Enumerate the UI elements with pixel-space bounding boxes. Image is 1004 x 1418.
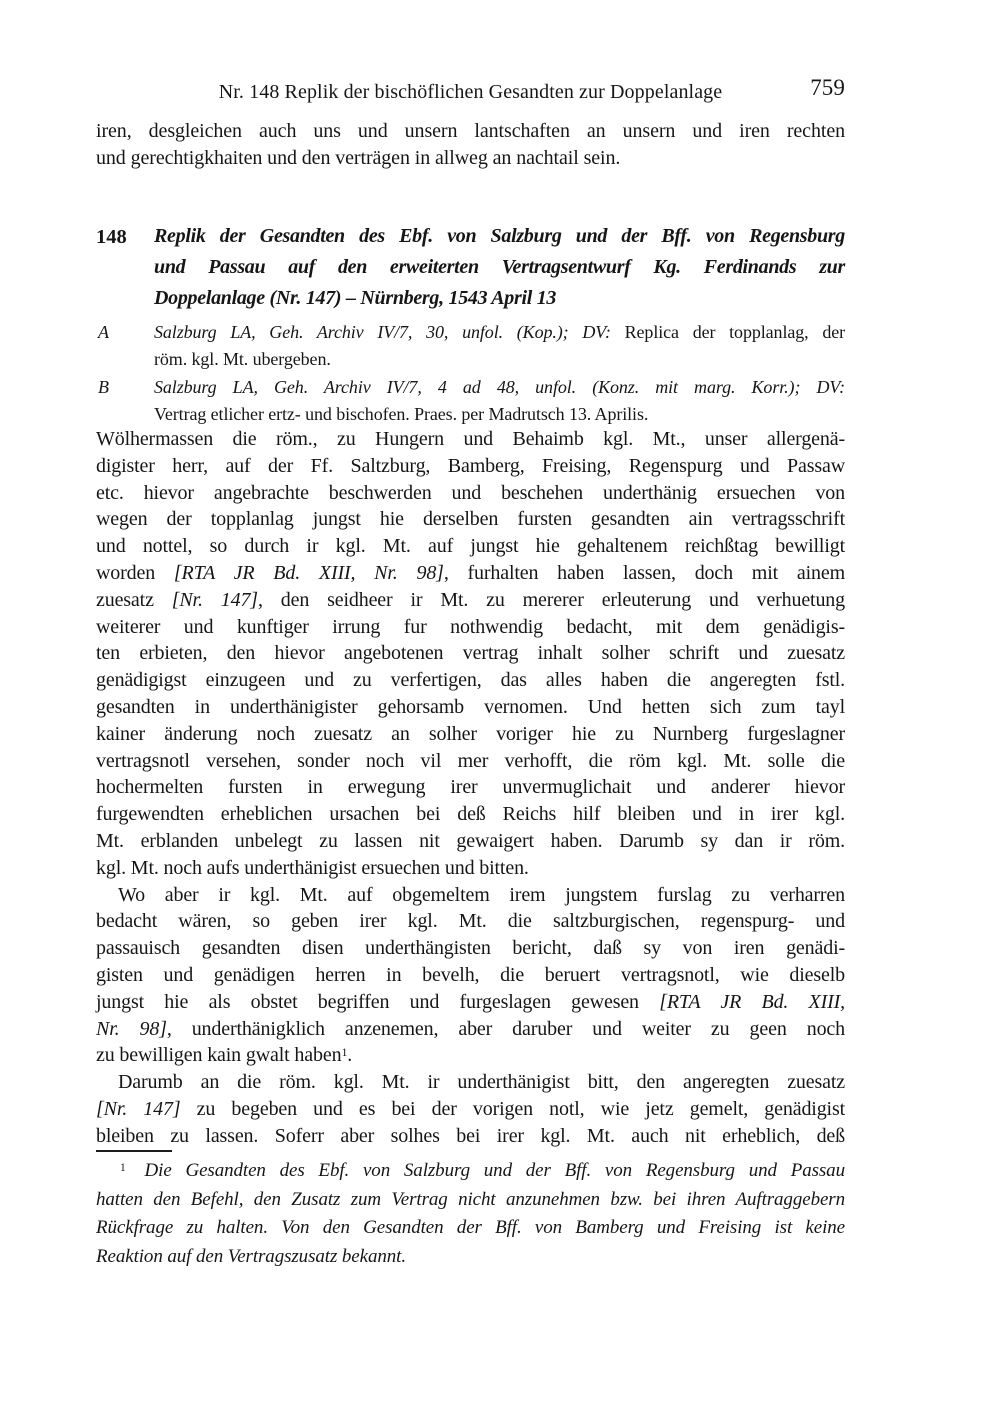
text-line: und gerechtigkhaiten und den verträgen in allweg an nachtail sein. [96,146,621,169]
text-line: ten erbieten, den hievor angebotenen vertrag inhalt solher schrift und zuesatz [96,642,845,665]
text-line: zu bewilligen kain gwalt haben$^1$. [96,1044,353,1067]
text-line: etc. hievor angebrachte beschwerden und beschehen underthänig ersuechen von [96,481,845,504]
text-line: bedacht wären, so geben irer kgl. Mt. die saltzburgischen, regenspurg- und [96,910,845,933]
footnote-separator-rule [96,1150,172,1152]
text-line: iren, desgleichen auch uns und unsern lantschaften an unsern und iren rechten [96,120,845,142]
text-line: weiterer und kunftiger irrung fur nothwendig bedacht, mit dem genädigis- [96,615,845,638]
text-line: Darumb an die röm. kgl. Mt. ir underthänigist bitt, den angeregten zuesatz [118,1071,845,1094]
text-line: Wo aber ir kgl. Mt. auf obgemeltem irem jungstem furslag zu verharren [118,883,845,906]
source-note-b [96,374,845,429]
text-line: und Passau auf den erweiterten Vertragsentwurf Kg. Ferdinands zur [154,256,845,278]
text-line: furgewendten erheblichen ursachen bei deß Reichs hilf bleiben und in irer kgl. [96,803,845,826]
footnotes [96,1157,845,1271]
page-number: 759 [810,75,845,100]
text-line: bleiben zu lassen. Soferr aber solhes bei irer kgl. Mt. auch nit erheblich, deß [96,1124,845,1147]
text-line: wegen der topplanlag jungst hie derselben fursten gesandten ain vertragsschrift [96,508,845,531]
text-line: Mt. erblanden unbelegt zu lassen nit gewaigert haben. Darumb sy dan ir röm. [96,829,845,852]
body-paragraph [96,1069,845,1149]
document-body [96,426,845,1150]
document-heading [96,221,845,314]
text-line: röm. kgl. Mt. ubergeben. [154,349,331,370]
running-head-title: Nr. 148 Replik der bischöflichen Gesandten zur Doppelanlage [218,81,723,103]
document-number: 148 [96,226,127,248]
text-line: gisten und genädigen herren in bevelh, die beruert vertragsnotl, wie dieselb [96,963,845,986]
text-line: Rückfrage zu halten. Von den Gesandten der Bff. von Bamberg und Freising ist keine [96,1217,845,1238]
body-paragraph [96,426,845,882]
text-line: zuesatz [Nr. 147], den seidheer ir Mt. zu mererer erleuterung und verhuetung [96,588,846,611]
source-notes [96,319,845,429]
body-paragraph [96,882,845,1070]
text-line: Salzburg LA, Geh. Archiv IV/7, 4 ad 48, unfol. (Konz. mit marg. Korr.); DV: [154,376,845,397]
text-line: genädigigst einzugeen und zu verfertigen, das alles haben die angeregten fstl. [96,669,845,692]
text-line: worden [RTA JR Bd. XIII, Nr. 98], furhalten haben lassen, doch mit ainem [96,561,845,584]
document-title [154,221,845,314]
running-head [96,75,845,104]
text-line: jungst hie als obstet begriffen und furgeslagen gewesen [RTA JR Bd. XIII, [96,990,846,1013]
source-label: B [98,376,109,397]
source-note-a [96,319,845,374]
text-line: Salzburg LA, Geh. Archiv IV/7, 30, unfol. (Kop.); DV: Replica der topplanlag, der [154,322,845,342]
text-line: Nr. 98], underthänigklich anzenemen, aber daruber und weiter zu geen noch [96,1017,845,1040]
text-line: Doppelanlage (Nr. 147) – Nürnberg, 1543 April 13 [154,287,557,309]
text-line: hatten den Befehl, den Zusatz zum Vertrag nicht anzunehmen bzw. bei ihren Auftraggebern [96,1188,845,1210]
previous-document-continuation [96,118,845,172]
text-line: [Nr. 147] zu begeben und es bei der vorigen notl, wie jetz gemelt, genädigist [96,1097,845,1120]
text-line: kgl. Mt. noch aufs underthänigist ersuechen und bitten. [96,856,529,879]
text-line: digister herr, auf der Ff. Saltzburg, Bamberg, Freising, Regenspurg und Passaw [96,454,845,477]
text-line: passauisch gesandten disen underthängisten bericht, daß sy von iren genädi- [96,937,845,960]
text-line: Wölhermassen die röm., zu Hungern und Behaimb kgl. Mt., unser allergenä- [96,428,845,450]
footnote-1 [96,1157,845,1271]
text-line: gesandten in underthänigister gehorsamb vernomen. Und hetten sich zum tayl [96,695,845,718]
text-line: Reaktion auf den Vertragszusatz bekannt. [96,1245,406,1267]
text-line: und nottel, so durch ir kgl. Mt. auf jungst hie gehaltenem reichßtag bewilligt [96,535,845,558]
text-line: Replik der Gesandten des Ebf. von Salzburg und der Bff. von Regensburg [154,225,845,247]
text-line: $^1$ Die Gesandten des Ebf. von Salzburg und der Bff. von Regensburg und Passau [120,1160,845,1181]
text-line: hochermelten fursten in erwegung irer unvermuglichait und anderer hievor [96,776,845,799]
source-label: A [98,322,109,342]
text-line: kainer änderung noch zuesatz an solher voriger hie zu Nurnberg furgeslagner [96,722,845,745]
text-line: Vertrag etlicher ertz- und bischofen. Praes. per Madrutsch 13. Aprilis. [154,404,649,425]
text-line: vertragsnotl versehen, sonder noch vil mer verhofft, die röm kgl. Mt. solle die [96,749,845,772]
